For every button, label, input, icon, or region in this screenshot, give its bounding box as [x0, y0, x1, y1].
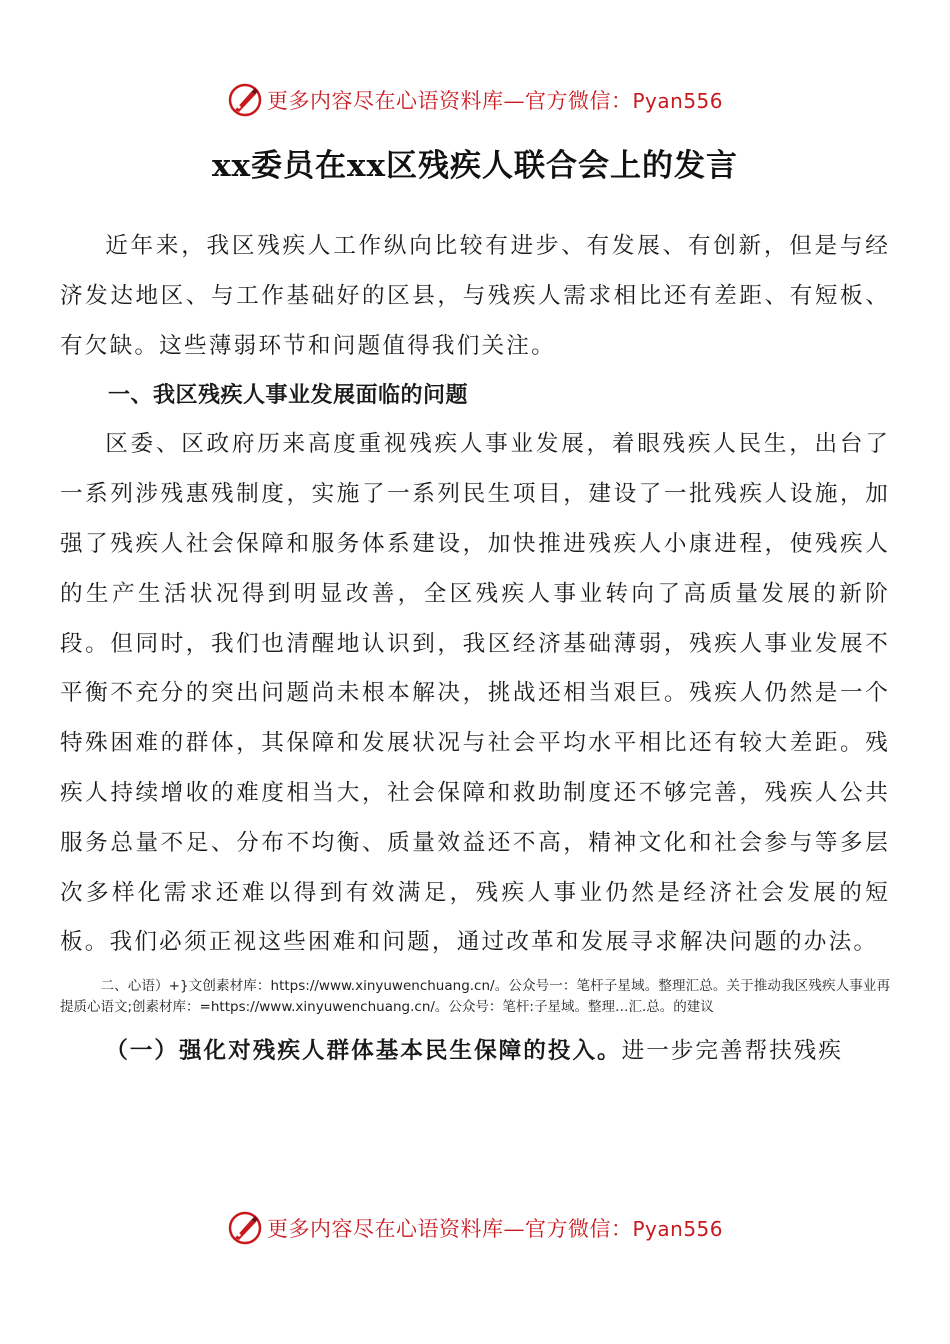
header-banner	[0, 80, 950, 120]
inserted-note: 二、心语）+}文创素材库：https://www.xinyuwenchuang.cn/。公众号一：笔杆子星域。整理汇总。关于推动我区残疾人事业再提质心语文;创素材库：=https://www.xinyuwenchuang.cn/。公众号：笔杆:子星域。整理…汇.总。的建议	[60, 978, 890, 1016]
subsection-heading	[60, 1026, 890, 1076]
document-title: xx委员在xx区残疾人联合会上的发言	[212, 148, 738, 184]
banner-text: 更多内容尽在心语资料库—官方微信：	[266, 89, 633, 113]
pen-nib-logo-icon	[227, 1210, 263, 1246]
section-heading: 一、我区残疾人事业发展面临的问题	[108, 383, 469, 409]
subsection-heading-bold: （一）强化对残疾人群体基本民生保障的投入。	[105, 1038, 622, 1065]
footer-banner	[0, 1208, 950, 1248]
banner-text: 更多内容尽在心语资料库—官方微信：	[266, 1217, 633, 1241]
subsection-heading-text: 进一步完善帮扶残疾	[621, 1038, 843, 1065]
intro-paragraph: 近年来，我区残疾人工作纵向比较有进步、有发展、有创新，但是与经济发达地区、与工作基础好的区县，与残疾人需求相比还有差距、有短板、有欠缺。这些薄弱环节和问题值得我们关注。	[60, 233, 890, 359]
banner-wechat-id: Pyan556	[632, 89, 723, 113]
section-paragraph: 区委、区政府历来高度重视残疾人事业发展，着眼残疾人民生，出台了一系列涉残惠残制度，实施了一系列民生项目，建设了一批残疾人设施，加强了残疾人社会保障和服务体系建设，加快推进残疾人小康进程，使残疾人的生产生活状况得到明显改善，全区残疾人事业转向了高质量发展的新阶段。但同时，我们也清醒地认识到，我区经济基础薄弱，残疾人事业发展不平衡不充分的突出问题尚未根本解决，挑战还相当艰巨。残疾人仍然是一个特殊困难的群体，其保障和发展状况与社会平均水平相比还有较大差距。残疾人持续增收的难度相当大，社会保障和救助制度还不够完善，残疾人公共服务总量不足、分布不均衡、质量效益还不高，精神文化和社会参与等多层次多样化需求还难以得到有效满足，残疾人事业仍然是经济社会发展的短板。我们必须正视这些困难和问题，通过改革和发展寻求解决问题的办法。	[60, 431, 890, 956]
pen-nib-logo-icon	[227, 82, 263, 118]
banner-wechat-id: Pyan556	[632, 1217, 723, 1241]
document-body	[60, 222, 890, 1076]
